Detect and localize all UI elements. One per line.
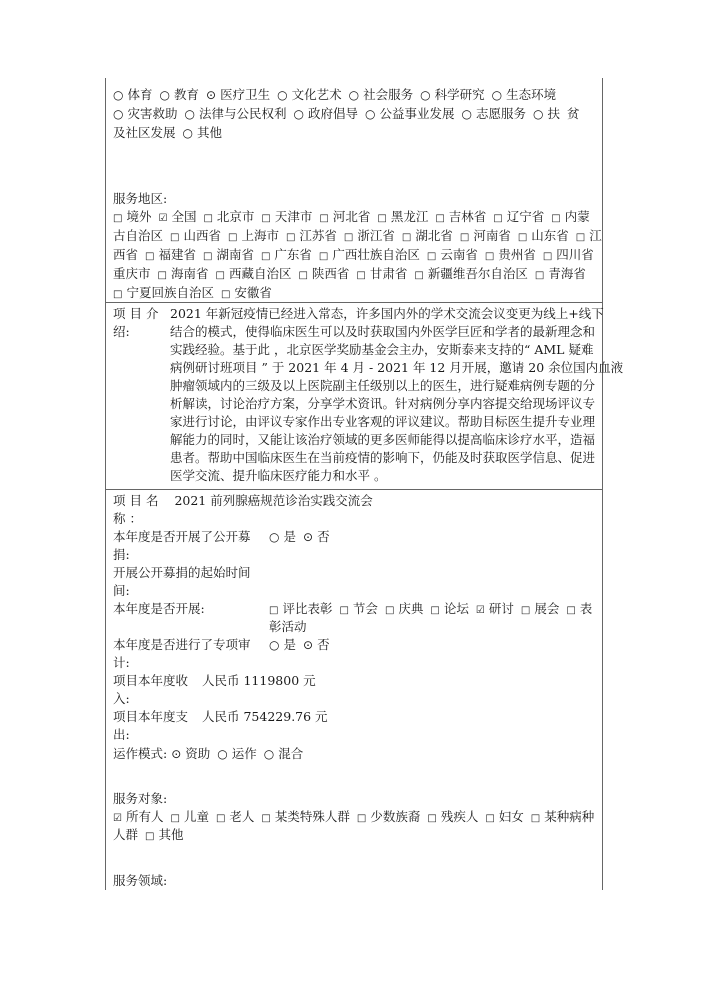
- option-item: [303, 529, 330, 544]
- checkbox-icon: □: [356, 813, 367, 824]
- start-time-label: 开展公开募捐的起始时间: [113, 565, 251, 580]
- option-label: 残疾人: [440, 809, 479, 824]
- option-item: [269, 601, 332, 616]
- option-label: 展会: [534, 601, 560, 616]
- option-item: [269, 637, 296, 652]
- income-row: [113, 672, 596, 690]
- option-label: 某种病种: [544, 809, 595, 824]
- option-item: [158, 266, 209, 281]
- audit-options: [269, 636, 337, 654]
- option-label: 灾害救助: [127, 106, 178, 121]
- option-label: 儿童: [183, 809, 209, 824]
- radio-icon: ○: [420, 88, 431, 102]
- option-item: [294, 106, 359, 121]
- option-label: 志愿服务: [475, 106, 526, 121]
- option-label: 福建省: [158, 247, 196, 262]
- option-item: [493, 209, 544, 224]
- option-item: [339, 601, 377, 616]
- intro-line: 2021 年新冠疫情已经进入常态，许多国内外的学术交流会议变更为线上+线下: [170, 306, 604, 321]
- checkbox-icon: □: [215, 270, 225, 281]
- option-label: 体育: [127, 87, 153, 102]
- checkbox-icon: □: [520, 605, 531, 616]
- option-label: 江: [589, 228, 602, 243]
- income-value: 人民币 1119800 元: [202, 673, 316, 688]
- start-time-label-cont: 间:: [113, 583, 130, 598]
- checkbox-icon: □: [414, 270, 424, 281]
- radio-icon: ○: [159, 88, 170, 102]
- radio-icon: ○: [348, 88, 360, 102]
- option-item: [543, 247, 594, 262]
- option-label: 其他: [158, 827, 184, 842]
- option-item: [215, 266, 291, 281]
- option-label: 内蒙: [564, 209, 590, 224]
- option-label: 海南省: [170, 266, 209, 281]
- option-item: [286, 228, 337, 243]
- checkbox-icon: □: [493, 213, 503, 224]
- option-item: [261, 247, 312, 262]
- option-label: 湖北省: [415, 228, 453, 243]
- checkbox-icon: □: [202, 251, 213, 262]
- checkbox-icon: □: [566, 605, 576, 616]
- checkbox-icon: □: [220, 289, 231, 300]
- target-line-1: [113, 808, 596, 828]
- checkbox-checked-icon: ☑: [475, 605, 485, 616]
- option-label: 少数族裔: [370, 809, 421, 824]
- option-item: [414, 266, 527, 281]
- radio-icon: ○: [113, 107, 124, 121]
- checkbox-icon: □: [318, 251, 329, 262]
- option-item: [113, 285, 214, 300]
- radio-checked-icon: ⊙: [303, 530, 314, 544]
- option-label: 研讨: [488, 601, 514, 616]
- checkbox-icon: □: [517, 232, 528, 243]
- option-label: 安徽省: [234, 285, 272, 300]
- income-label: 项目本年度收: [113, 673, 189, 688]
- option-label: 文化艺术: [291, 87, 342, 102]
- option-item: [217, 746, 257, 761]
- option-label: 重庆市: [113, 266, 151, 281]
- project-name-label: 项 目 名: [113, 493, 159, 508]
- option-label: 人群: [113, 827, 139, 842]
- radio-icon: ○: [217, 747, 228, 761]
- checkbox-icon: □: [339, 605, 349, 616]
- service-area-line-1: [113, 208, 596, 228]
- option-item: [113, 125, 176, 140]
- option-label: 境外: [126, 209, 152, 224]
- checkbox-icon: □: [575, 232, 586, 243]
- option-item: [261, 809, 349, 824]
- checkbox-icon: □: [542, 251, 553, 262]
- option-label: 云南省: [440, 247, 478, 262]
- option-item: [183, 125, 223, 140]
- checkbox-icon: □: [113, 213, 123, 224]
- option-item: [113, 228, 163, 243]
- expense-row: [113, 708, 596, 726]
- checkbox-checked-icon: ☑: [158, 213, 168, 224]
- option-item: [485, 247, 536, 262]
- option-label: 山东省: [531, 228, 569, 243]
- option-label: 是: [283, 529, 296, 544]
- option-item: [158, 209, 196, 224]
- option-label: 江苏省: [299, 228, 337, 243]
- service-area-label: 服务地区:: [113, 191, 168, 206]
- radio-icon: ○: [263, 747, 275, 761]
- option-label: 宁夏回族自治区: [126, 285, 214, 300]
- option-item: [535, 266, 586, 281]
- checkbox-icon: □: [319, 213, 329, 224]
- option-item: [427, 247, 478, 262]
- option-label: 表: [579, 601, 593, 616]
- option-item: [113, 266, 151, 281]
- checkbox-icon: □: [401, 232, 412, 243]
- option-item: [206, 87, 270, 102]
- checkbox-icon: □: [551, 213, 561, 224]
- option-item: [531, 809, 594, 824]
- service-area-line-4: [113, 265, 596, 285]
- audit-label-cont: 计:: [113, 655, 130, 670]
- service-area-line-2: [113, 227, 602, 247]
- option-item: [113, 827, 138, 842]
- option-item: [357, 809, 420, 824]
- mode-row: [113, 745, 596, 763]
- option-label: 四川省: [556, 247, 594, 262]
- option-item: [113, 209, 151, 224]
- radio-icon: ○: [182, 126, 193, 140]
- option-item: [420, 87, 485, 102]
- checkbox-icon: □: [285, 232, 296, 243]
- checkbox-icon: □: [427, 813, 437, 824]
- checkbox-icon: □: [459, 232, 470, 243]
- option-label: 社会服务: [363, 87, 414, 102]
- option-label: 山西省: [183, 228, 221, 243]
- target-label: 服务对象:: [113, 791, 168, 806]
- field-options-line-3: [113, 124, 596, 142]
- option-label: 浙江省: [357, 228, 395, 243]
- option-item: [216, 809, 254, 824]
- checkbox-icon: □: [227, 232, 238, 243]
- expense-label-cont: 出:: [113, 727, 130, 742]
- checkbox-icon: □: [343, 232, 354, 243]
- target-line-2: [113, 826, 596, 846]
- intro-paragraph: [170, 305, 624, 485]
- checkbox-icon: □: [113, 289, 123, 300]
- option-item: [492, 87, 557, 102]
- option-label: 北京市: [216, 209, 255, 224]
- radio-checked-icon: ⊙: [303, 638, 314, 652]
- project-name-label-cont: 称 ：: [113, 511, 142, 526]
- option-label: 某类特殊人群: [274, 809, 350, 824]
- option-item: [298, 266, 349, 281]
- option-label: 否: [317, 529, 330, 544]
- option-label: 法律与公民权利: [198, 106, 287, 121]
- option-label: 辽宁省: [506, 209, 545, 224]
- intro-line: 家进行讨论，由评议专家作出专业客观的评议建议。帮助目标医生提升专业理: [170, 414, 596, 429]
- intro-line: 解能力的同时，又能让该治疗领域的更多医师能得以提高临床诊疗水平，造福: [170, 432, 596, 447]
- fundraise-label: 本年度是否开展了公开募: [113, 529, 251, 544]
- fundraise-label-cont: 捐:: [113, 547, 130, 562]
- radio-icon: ○: [113, 88, 124, 102]
- option-item: [203, 209, 254, 224]
- option-label: 医疗卫生: [220, 87, 271, 102]
- checkbox-icon: □: [356, 270, 366, 281]
- service-area-line-3: [113, 246, 596, 266]
- checkbox-icon: □: [426, 251, 437, 262]
- option-label: 资助: [185, 746, 211, 761]
- radio-icon: ○: [277, 88, 288, 102]
- intro-line: 析解读，讨论治疗方案，分享学术资讯。针对病例分享内容提交给现场评议专: [170, 396, 596, 411]
- project-name-row: [113, 492, 596, 510]
- radio-icon: ○: [365, 107, 376, 121]
- checkbox-icon: □: [260, 251, 271, 262]
- option-label: 运作: [231, 746, 257, 761]
- option-item: [533, 106, 560, 121]
- activity-row: [113, 600, 596, 618]
- checkbox-icon: □: [377, 213, 387, 224]
- option-label: 其他: [197, 125, 223, 140]
- checkbox-icon: □: [170, 232, 180, 243]
- checkbox-icon: □: [530, 813, 541, 824]
- option-item: [435, 209, 486, 224]
- field-options-line-2: [113, 105, 596, 123]
- option-label: 公益事业发展: [379, 106, 455, 121]
- intro-line: 结合的模式，使得临床医生可以及时获取国内外医学巨匠和学者的最新理念和: [170, 324, 596, 339]
- option-item: [485, 809, 523, 824]
- option-label: 河北省: [332, 209, 371, 224]
- field-options-line-1: [113, 86, 596, 104]
- radio-checked-icon: ⊙: [171, 747, 182, 761]
- checkbox-icon: □: [145, 831, 155, 842]
- option-item: [170, 228, 221, 243]
- checkbox-icon: □: [215, 813, 226, 824]
- checkbox-icon: □: [430, 605, 440, 616]
- option-item: [221, 285, 272, 300]
- radio-icon: ○: [269, 530, 280, 544]
- option-item: [521, 601, 559, 616]
- option-label: 庆典: [398, 601, 424, 616]
- option-label: 西藏自治区: [228, 266, 292, 281]
- option-item: [113, 87, 153, 102]
- mode-label: 运作模式:: [113, 746, 168, 761]
- option-item: [460, 228, 511, 243]
- option-item: [228, 228, 279, 243]
- radio-icon: ○: [533, 107, 544, 121]
- option-item: [113, 247, 138, 262]
- option-label: 妇女: [498, 809, 524, 824]
- intro-line: 病例研讨班项目 ” 于 2021 年 4 月 - 2021 年 12 月开展，邀请 20 余位国内血液: [170, 360, 624, 375]
- option-label: 及社区发展: [113, 125, 176, 140]
- option-label: 政府倡导: [307, 106, 358, 121]
- option-item: [277, 87, 342, 102]
- option-label: 古自治区: [113, 228, 164, 243]
- option-label: 生态环境: [506, 87, 557, 102]
- intro-line: 患者。帮助中国临床医生在当前疫情的影响下，仍能及时获取医学信息、促进: [170, 450, 596, 465]
- option-item: [203, 247, 254, 262]
- report-table: [105, 78, 624, 890]
- project-name-value: 2021 前列腺癌规范诊治实践交流会: [174, 493, 373, 508]
- checkbox-icon: □: [145, 251, 155, 262]
- option-label: 科学研究: [434, 87, 485, 102]
- option-item: [113, 809, 163, 824]
- fundraise-row: [113, 528, 596, 546]
- radio-icon: ○: [184, 107, 195, 121]
- option-item: [430, 601, 468, 616]
- option-label: 新疆维吾尔自治区: [427, 266, 528, 281]
- checkbox-icon: □: [384, 605, 395, 616]
- audit-label: 本年度是否进行了专项审: [113, 637, 251, 652]
- option-label: 评比表彰: [282, 601, 333, 616]
- radio-icon: ○: [269, 638, 280, 652]
- option-item: [402, 228, 453, 243]
- option-label: 青海省: [548, 266, 586, 281]
- expense-label: 项目本年度支: [113, 709, 189, 724]
- intro-line: 实践经验。基于此 ，北京医学奖励基金会主办，安斯泰来支持的“ AML 疑难: [170, 342, 594, 357]
- option-item: [145, 827, 183, 842]
- income-label-cont: 入:: [113, 691, 130, 706]
- option-item: [476, 601, 514, 616]
- option-item: [385, 601, 423, 616]
- option-item: [551, 209, 589, 224]
- option-item: [113, 106, 178, 121]
- intro-label-1: 项 目 介: [113, 306, 159, 321]
- option-label: 贫: [567, 106, 580, 121]
- option-label: 教育: [173, 87, 199, 102]
- option-item: [170, 809, 208, 824]
- activity-options-cont: 彰活动: [269, 619, 307, 634]
- mode-options: [171, 746, 310, 761]
- fundraise-options: [269, 528, 337, 546]
- checkbox-icon: □: [435, 213, 445, 224]
- option-label: 黑龙江: [390, 209, 429, 224]
- checkbox-icon: □: [298, 270, 308, 281]
- option-item: [145, 247, 196, 262]
- option-item: [344, 228, 395, 243]
- option-item: [349, 87, 414, 102]
- option-label: 西省: [113, 247, 139, 262]
- option-label: 否: [317, 637, 330, 652]
- checkbox-icon: □: [485, 813, 495, 824]
- option-item: [303, 637, 330, 652]
- option-label: 扶: [547, 106, 560, 121]
- option-label: 甘肃省: [369, 266, 408, 281]
- option-label: 湖南省: [216, 247, 254, 262]
- option-label: 天津市: [274, 209, 313, 224]
- option-item: [171, 746, 210, 761]
- row-divider: [106, 489, 602, 490]
- option-item: [427, 809, 478, 824]
- option-label: 上海市: [241, 228, 279, 243]
- checkbox-icon: □: [157, 270, 167, 281]
- checkbox-icon: □: [261, 813, 271, 824]
- radio-checked-icon: ⊙: [206, 88, 217, 102]
- checkbox-icon: □: [269, 605, 279, 616]
- activity-options: [269, 600, 599, 620]
- option-item: [566, 601, 592, 616]
- option-label: 广东省: [274, 247, 312, 262]
- option-label: 河南省: [473, 228, 511, 243]
- checkbox-icon: □: [170, 813, 180, 824]
- option-item: [377, 209, 428, 224]
- radio-icon: ○: [293, 107, 304, 121]
- option-item: [261, 209, 312, 224]
- checkbox-icon: □: [261, 213, 271, 224]
- option-item: [160, 87, 200, 102]
- option-label: 广西壮族自治区: [332, 247, 420, 262]
- checkbox-icon: □: [484, 251, 495, 262]
- option-label: 陕西省: [311, 266, 350, 281]
- option-item: [264, 746, 304, 761]
- option-item: [462, 106, 527, 121]
- option-label: 所有人: [125, 809, 164, 824]
- service-field-label: 服务领域:: [113, 873, 168, 888]
- option-item: [185, 106, 287, 121]
- radio-icon: ○: [461, 107, 472, 121]
- option-item: [319, 209, 370, 224]
- option-item: [269, 529, 296, 544]
- option-label: 是: [283, 637, 296, 652]
- option-item: [518, 228, 569, 243]
- radio-icon: ○: [491, 88, 503, 102]
- option-label: 论坛: [443, 601, 469, 616]
- option-label: 节会: [352, 601, 378, 616]
- activity-label: 本年度是否开展:: [113, 601, 205, 616]
- option-item: [576, 228, 602, 243]
- checkbox-icon: □: [534, 270, 545, 281]
- option-item: [356, 266, 407, 281]
- option-label: 吉林省: [448, 209, 487, 224]
- option-label: 老人: [229, 809, 255, 824]
- checkbox-checked-icon: ☑: [113, 813, 122, 824]
- audit-row: [113, 636, 596, 654]
- expense-value: 人民币 754229.76 元: [202, 709, 328, 724]
- row-divider: [106, 302, 602, 303]
- intro-label-2: 绍:: [113, 324, 130, 339]
- option-label: 混合: [278, 746, 304, 761]
- checkbox-icon: □: [203, 213, 213, 224]
- option-label: 全国: [171, 209, 197, 224]
- service-area-line-5: [113, 284, 596, 304]
- option-item: [365, 106, 455, 121]
- intro-line: 医学交流、提升临床医疗能力和水平 。: [170, 468, 387, 483]
- option-item: [319, 247, 420, 262]
- intro-line: 肿瘤领域内的三级及以上医院副主任级别以上的医生，进行疑难病例专题的分: [170, 378, 596, 393]
- option-label: 贵州省: [498, 247, 536, 262]
